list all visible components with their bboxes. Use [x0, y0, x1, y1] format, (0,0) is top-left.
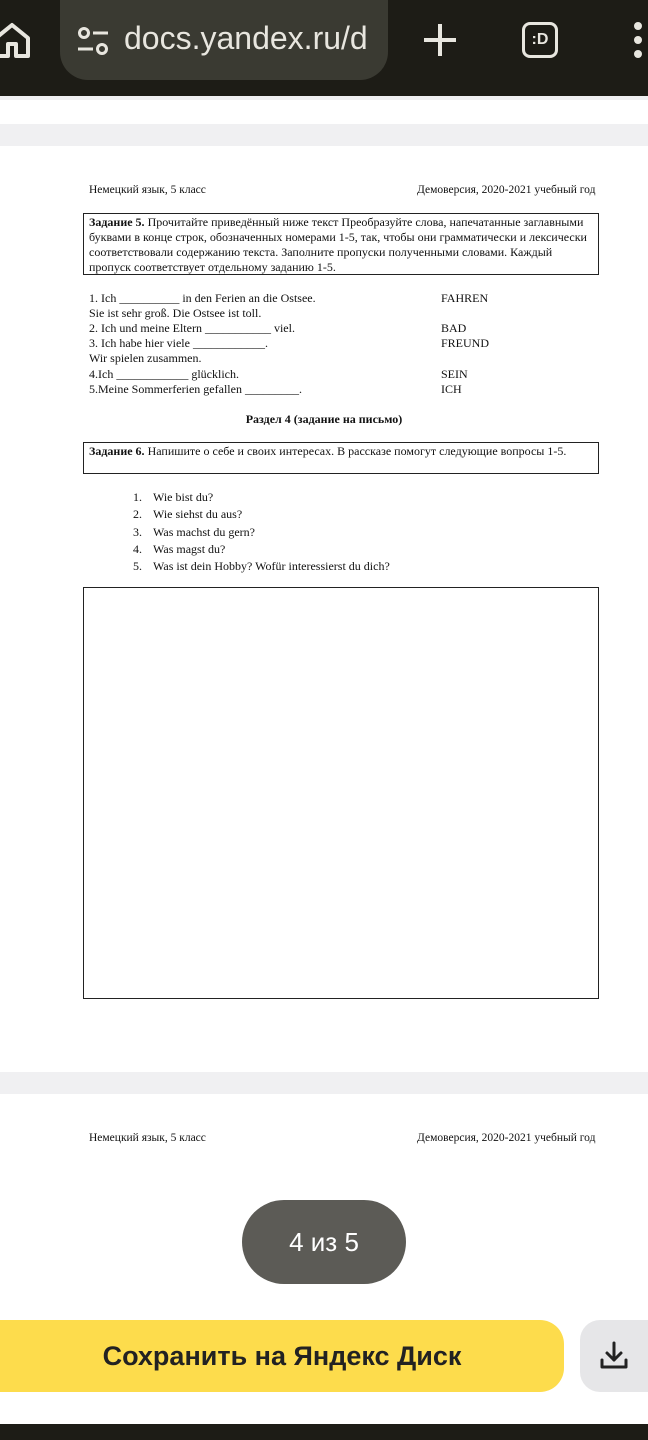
exercise-line: Wir spielen zusammen.: [89, 351, 202, 365]
question-text: Wie siehst du aus?: [153, 507, 243, 521]
page-indicator: 4 из 5: [242, 1200, 406, 1284]
home-icon[interactable]: [0, 20, 32, 60]
question-number: 4.: [133, 542, 142, 556]
page-header-right: Демоверсия, 2020-2021 учебный год: [417, 1132, 596, 1144]
exercise-word: SEIN: [441, 367, 468, 381]
exercise-line: 5.Meine Sommerferien gefallen _________.: [89, 382, 302, 396]
plus-icon[interactable]: [420, 20, 460, 60]
exercise-word: BAD: [441, 321, 467, 335]
exercise-line: 4.Ich ____________ glücklich.: [89, 367, 239, 381]
more-icon[interactable]: [628, 20, 648, 60]
section-heading: Раздел 4 (задание на письмо): [245, 412, 403, 426]
document-page: [0, 146, 648, 1072]
answer-box: [83, 587, 599, 999]
browser-toolbar: [0, 0, 648, 96]
task5-title: Задание 5.: [89, 215, 145, 229]
system-nav-bar: [0, 1424, 648, 1440]
question-text: Was ist dein Hobby? Wofür interessierst du dich?: [153, 559, 390, 573]
download-button[interactable]: [580, 1320, 648, 1392]
tune-icon[interactable]: [76, 24, 110, 58]
exercise-word: FREUND: [441, 336, 490, 350]
previous-page-edge: [0, 100, 648, 124]
exercise-line: 3. Ich habe hier viele ____________.: [89, 336, 268, 350]
tabs-icon[interactable]: :D: [522, 22, 558, 58]
task6-text: Напишите о себе и своих интересах. В рассказе помогут следующие вопросы 1-5.: [147, 444, 567, 458]
task6-box: [83, 442, 599, 474]
task5-box: [83, 213, 599, 275]
save-to-disk-button[interactable]: Сохранить на Яндекс Диск: [0, 1320, 564, 1392]
question-number: 1.: [133, 490, 142, 504]
page-header-left: Немецкий язык, 5 класс: [89, 184, 206, 196]
page-header-left: Немецкий язык, 5 класс: [89, 1132, 206, 1144]
task5-text: Прочитайте приведённый ниже текст Преобразуйте слова, напечатанные заглавными буквами в конце строк, обозначенных номерами 1-5, так, чтобы они грамматически и лексически соответствовали содержанию текста. Заполните пропуски полученными словами. Каждый пропуск соответствует отдельному заданию 1-5.: [89, 215, 587, 274]
question-number: 2.: [133, 507, 142, 521]
exercise-line: Sie ist sehr groß. Die Ostsee ist toll.: [89, 306, 262, 320]
download-icon: [598, 1340, 630, 1372]
question-number: 3.: [133, 525, 142, 539]
exercise-word: FAHREN: [441, 291, 489, 305]
exercise-word: ICH: [441, 382, 462, 396]
question-text: Was magst du?: [153, 542, 226, 556]
question-number: 5.: [133, 559, 142, 573]
question-text: Wie bist du?: [153, 490, 214, 504]
task6-title: Задание 6.: [89, 444, 145, 458]
exercise-line: 2. Ich und meine Eltern ___________ viel.: [89, 321, 295, 335]
url-text[interactable]: docs.yandex.ru/d: [124, 20, 368, 56]
address-bar[interactable]: [60, 0, 388, 80]
page-header-right: Демоверсия, 2020-2021 учебный год: [417, 184, 596, 196]
exercise-line: 1. Ich __________ in den Ferien an die Ostsee.: [89, 291, 316, 305]
question-text: Was machst du gern?: [153, 525, 255, 539]
